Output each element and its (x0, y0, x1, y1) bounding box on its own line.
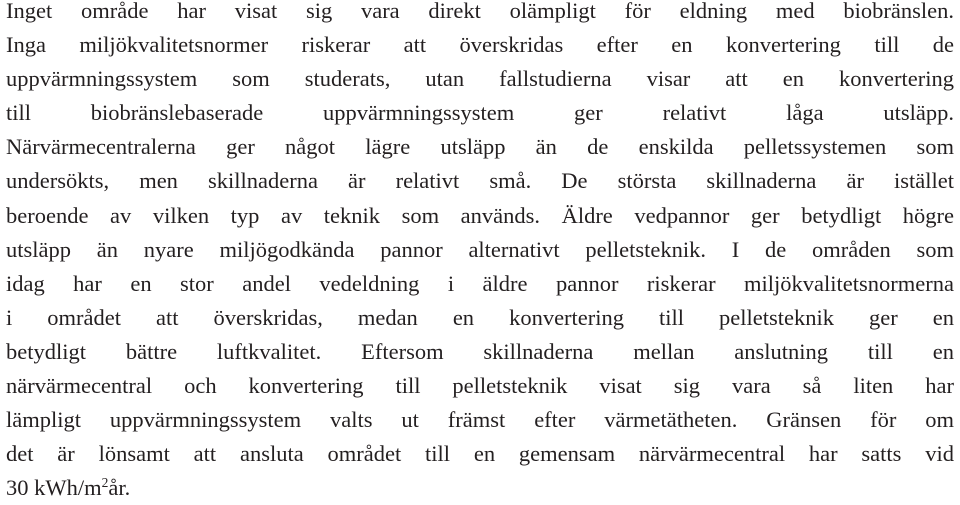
text-line: till biobränslebaserade uppvärmningssystem ger relativt låga utsläpp. (6, 100, 954, 126)
text-line: Inga miljökvalitetsnormer riskerar att överskridas efter en konvertering till de (6, 32, 954, 58)
unit-superscript: 2 (101, 475, 109, 491)
text-line: uppvärmningssystem som studerats, utan fallstudierna visar att en konvertering (6, 66, 954, 92)
unit-suffix: år. (108, 475, 131, 501)
text-line: betydligt bättre luftkvalitet. Eftersom skillnaderna mellan anslutning till en (6, 338, 954, 364)
text-line: Inget område har visat sig vara direkt olämpligt för eldning med biobränslen. (6, 0, 954, 23)
text-line: det är lönsamt att ansluta området till en gemensam närvärmecentral har satts vid (6, 441, 954, 467)
text-line: utsläpp än nyare miljögodkända pannor alternativt pelletsteknik. I de områden som (6, 236, 954, 262)
text-line: Närvärmecentralerna ger något lägre utsläpp än de enskilda pelletssystemen som (6, 134, 954, 160)
document-body (6, 0, 954, 505)
text-line: lämpligt uppvärmningssystem valts ut främst efter värmetätheten. Gränsen för om (6, 407, 954, 433)
text-line: idag har en stor andel vedeldning i äldre pannor riskerar miljökvalitetsnormerna (6, 270, 954, 296)
unit-text: 30 kWh/m (6, 475, 102, 501)
text-line: närvärmecentral och konvertering till pelletsteknik visat sig vara så liten har (6, 373, 954, 399)
final-text-line (6, 471, 954, 505)
text-line: beroende av vilken typ av teknik som används. Äldre vedpannor ger betydligt högre (6, 202, 954, 228)
text-line: i området att överskridas, medan en konvertering till pelletsteknik ger en (6, 304, 954, 330)
text-line: undersökts, men skillnaderna är relativt små. De största skillnaderna är istället (6, 168, 954, 194)
